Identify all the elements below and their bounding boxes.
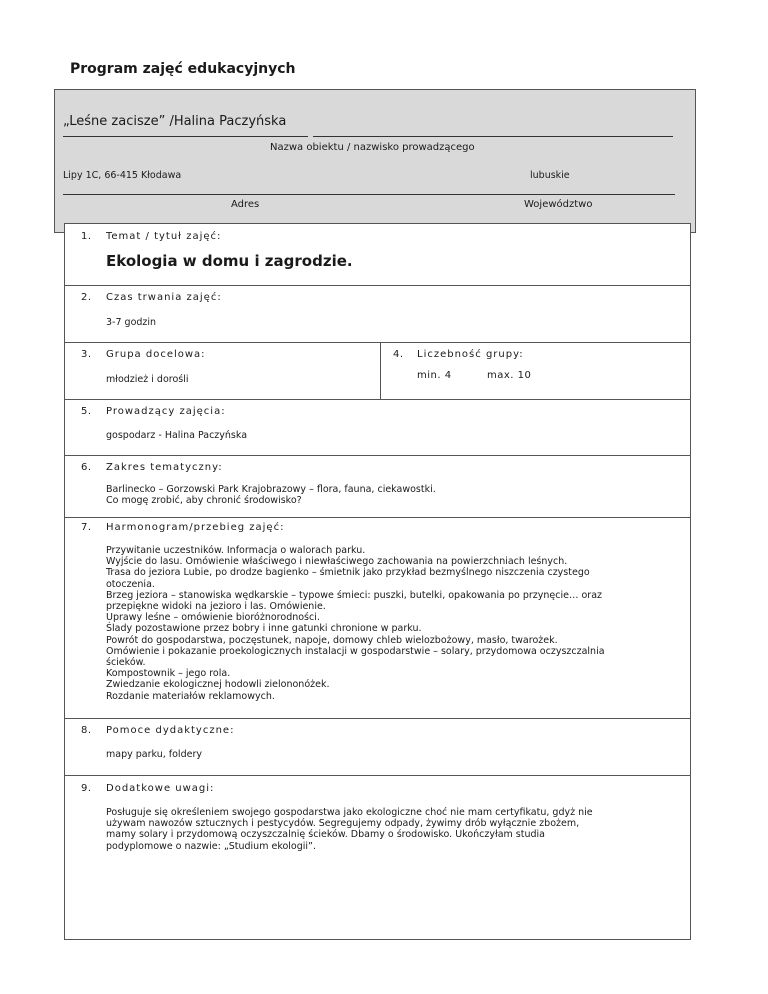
section-number: 3. xyxy=(81,349,92,360)
text-line: Barlinecko – Gorzowski Park Krajobrazowy – flora, fauna, ciekawostki. xyxy=(106,484,436,495)
underline xyxy=(63,136,308,137)
text-line: Brzeg jeziora – stanowiska wędkarskie – typowe śmieci: puszki, butelki, opakowania po przynęcie… oraz xyxy=(106,589,602,601)
underline xyxy=(313,136,673,137)
underline xyxy=(63,194,535,195)
section-scope xyxy=(65,456,690,518)
section-number: 4. xyxy=(393,349,404,360)
section-duration xyxy=(65,286,690,343)
duration-value: 3-7 godzin xyxy=(106,317,157,328)
page-title: Program zajęć edukacyjnych xyxy=(70,61,296,77)
section-aids xyxy=(65,719,690,776)
text-line: Powrót do gospodarstwa, poczęstunek, napoje, domowy chleb wielozbożowy, masło, twarożek. xyxy=(106,634,558,646)
notes-text xyxy=(106,807,593,852)
section-number: 6. xyxy=(81,462,92,473)
section-notes xyxy=(65,776,690,939)
text-line: ścieków. xyxy=(106,657,146,669)
section-number: 7. xyxy=(81,522,92,533)
form xyxy=(64,223,691,940)
section-schedule xyxy=(65,518,690,719)
leader-value: gospodarz - Halina Paczyńska xyxy=(106,430,248,441)
section-leader xyxy=(65,400,690,456)
topic-title: Ekologia w domu i zagrodzie. xyxy=(106,252,353,270)
text-line: mamy solary i przydomową oczyszczalnię ścieków. Dbamy o środowisko. Ukończyłam studia xyxy=(106,829,545,841)
text-line: podyplomowe o nazwie: „Studium ekologii”. xyxy=(106,840,316,852)
text-line: Rozdanie materiałów reklamowych. xyxy=(106,690,275,702)
section-number: 9. xyxy=(81,783,92,794)
voivodeship: lubuskie xyxy=(530,170,570,181)
group-max: max. 10 xyxy=(487,370,532,381)
section-number: 5. xyxy=(81,406,92,417)
object-name: „Leśne zacisze” /Halina Paczyńska xyxy=(63,114,287,129)
text-line: Wyjście do lasu. Omówienie właściwego i niewłaściwego zachowania na powierzchniach leśnych. xyxy=(106,556,568,568)
section-label: Prowadzący zajęcia: xyxy=(106,406,226,417)
aids-value: mapy parku, foldery xyxy=(106,749,202,760)
text-line: przepiękne widoki na jezioro i las. Omówienie. xyxy=(106,601,326,613)
schedule-text xyxy=(106,545,605,702)
text-line: Posługuje się określeniem swojego gospodarstwa jako ekologiczne choć nie mam certyfikatu, gdyż nie xyxy=(106,807,593,818)
text-line: używam nawozów sztucznych i pestycydów. Segregujemy odpady, żywimy drób wyłącznie zbożem, xyxy=(106,818,580,830)
address-caption: Adres xyxy=(231,199,260,210)
text-line: Przywitanie uczestników. Informacja o walorach parku. xyxy=(106,545,366,556)
text-line: Zwiedzanie ekologicznej hodowli zielononóżek. xyxy=(106,679,330,691)
voivodeship-caption: Województwo xyxy=(524,199,593,210)
text-line: Uprawy leśne – omówienie bioróżnorodności. xyxy=(106,612,320,624)
scope-text xyxy=(106,484,436,506)
text-line: Trasa do jeziora Lubie, po drodze bagienko – śmietnik jako przykład bezmyślnego niszczenia czystego xyxy=(106,567,590,579)
section-label: Harmonogram/przebieg zajęć: xyxy=(106,522,285,533)
text-line: Kompostownik – jego rola. xyxy=(106,668,231,680)
section-group xyxy=(65,343,690,400)
section-number: 1. xyxy=(81,231,92,242)
header-box xyxy=(54,89,696,233)
section-number: 2. xyxy=(81,292,92,303)
section-label: Zakres tematyczny: xyxy=(106,462,223,473)
address: Lipy 1C, 66-415 Kłodawa xyxy=(63,170,182,181)
section-number: 8. xyxy=(81,725,92,736)
section-topic xyxy=(65,224,690,286)
section-label: Liczebność grupy: xyxy=(417,349,524,360)
text-line: Omówienie i pokazanie proekologicznych instalacji w gospodarstwie – solary, przydomowa oczyszczalnia xyxy=(106,645,605,657)
text-line: otoczenia. xyxy=(106,578,155,590)
section-label: Temat / tytuł zajęć: xyxy=(106,231,222,242)
text-line: Ślady pozostawione przez bobry i inne gatunki chronione w parku. xyxy=(106,623,422,635)
text-line: Co mogę zrobić, aby chronić środowisko? xyxy=(106,495,302,507)
group-min: min. 4 xyxy=(417,370,452,381)
column-divider xyxy=(380,343,381,400)
section-label: Grupa docelowa: xyxy=(106,349,206,360)
target-group-value: młodzież i dorośli xyxy=(106,374,189,385)
object-caption: Nazwa obiektu / nazwisko prowadzącego xyxy=(270,142,475,153)
underline xyxy=(535,194,675,195)
section-label: Pomoce dydaktyczne: xyxy=(106,725,235,736)
section-label: Czas trwania zajęć: xyxy=(106,292,222,303)
section-label: Dodatkowe uwagi: xyxy=(106,783,215,794)
